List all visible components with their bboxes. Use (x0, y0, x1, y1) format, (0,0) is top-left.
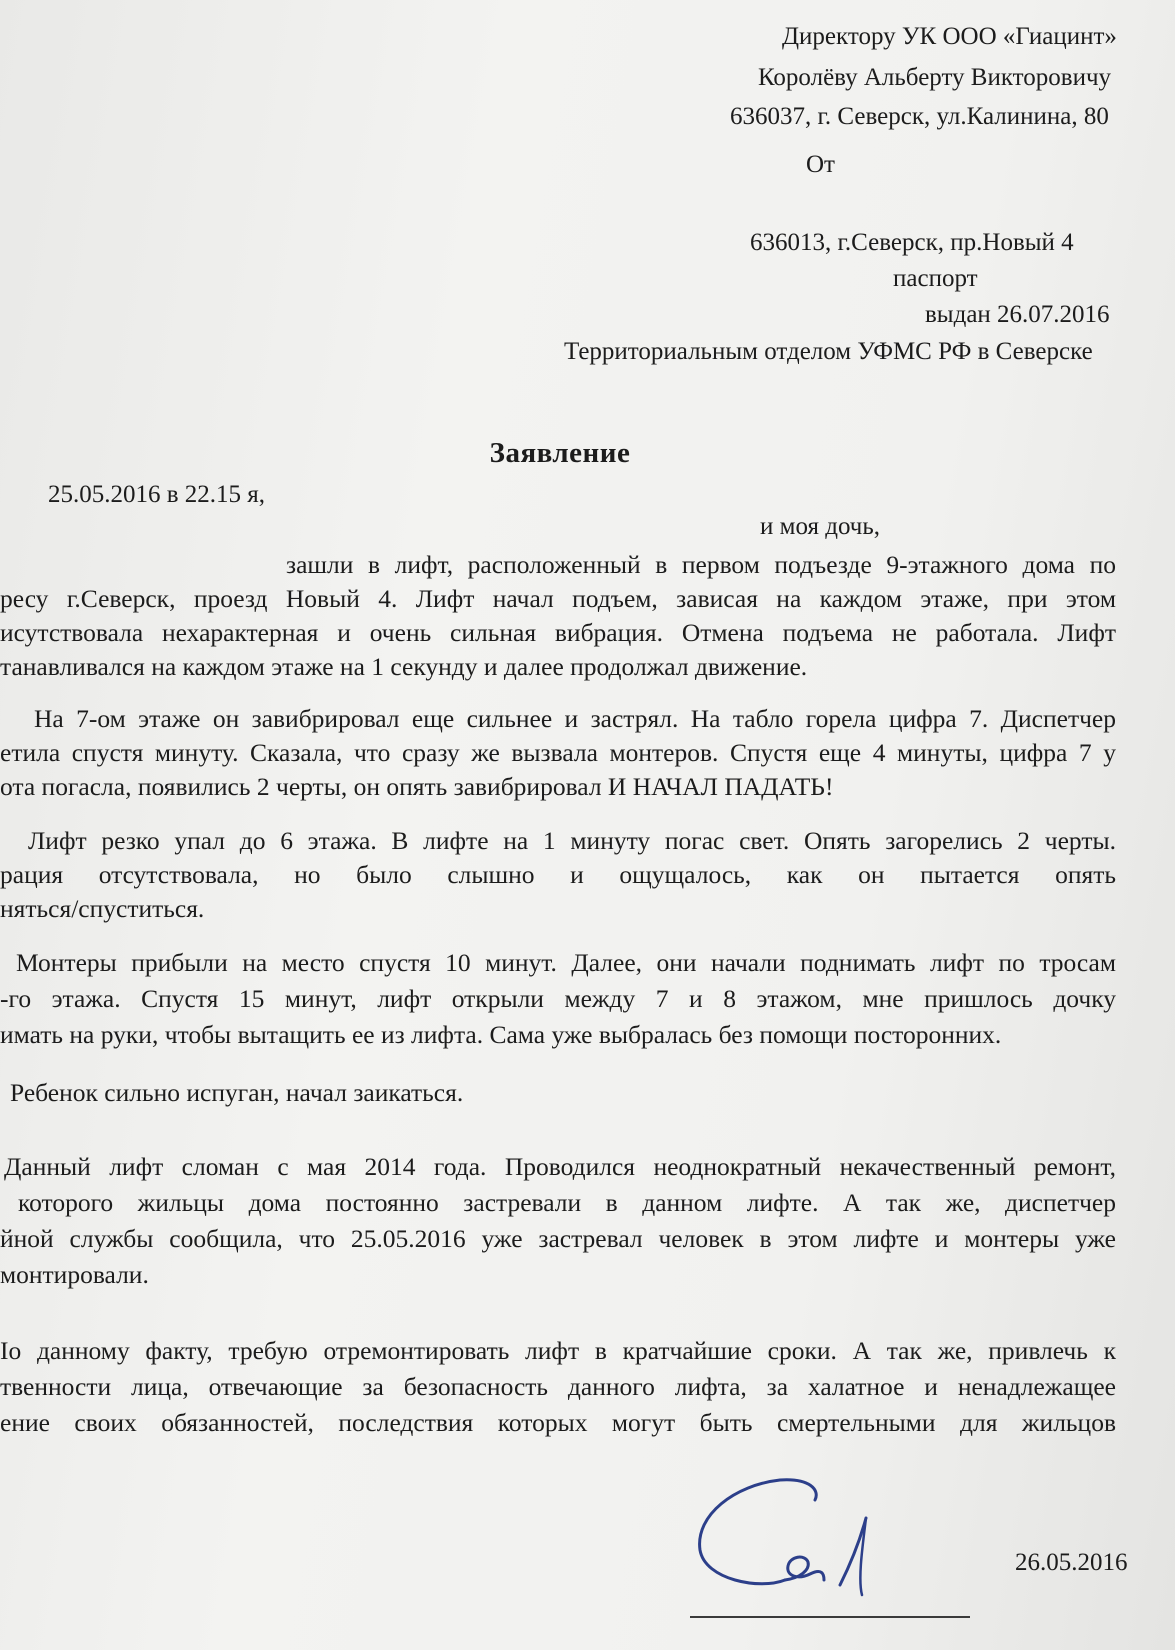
paragraph-6-line-2: которого жильцы дома постоянно застревали в данном лифте. А так же, диспетчер (18, 1188, 1116, 1217)
paragraph-3-line-2: рация отсутствовала, но было слышно и ощущалось, как он пытается опять (0, 860, 1116, 889)
paragraph-6-line-4: монтировали. (0, 1260, 149, 1289)
paragraph-2-line-1: На 7-ом этаже он завибрировал еще сильнее и застрял. На табло горела цифра 7. Диспетчер (34, 704, 1116, 733)
document-title: Заявление (489, 437, 631, 469)
paragraph-6-line-1: Данный лифт сломан с мая 2014 года. Проводился неоднократный некачественный ремонт, (4, 1152, 1116, 1181)
handwritten-signature (690, 1470, 950, 1630)
paragraph-1-line-3: исутствовала нехарактерная и очень сильная вибрация. Отмена подъема не работала. Лифт (0, 618, 1116, 647)
signature-line (690, 1616, 970, 1618)
intro-date-time: 25.05.2016 в 22.15 я, (48, 481, 266, 508)
addressee-line-1: Директору УК ООО «Гиацинт» (782, 23, 1117, 50)
paragraph-1-line-4: танавливался на каждом этаже на 1 секунду и далее продолжал движение. (0, 652, 808, 681)
paragraph-2-line-3: ота погасла, появились 2 черты, он опять завибрировал И НАЧАЛ ПАДАТЬ! (0, 772, 834, 801)
passport-issued-by: Территориальным отделом УФМС РФ в Северске (564, 338, 1093, 365)
paragraph-3-line-3: няться/спуститься. (0, 894, 205, 923)
paragraph-4-line-1: Монтеры прибыли на место спустя 10 минут. Далее, они начали поднимать лифт по тросам (16, 948, 1116, 977)
sender-address: 636013, г.Северск, пр.Новый 4 (750, 229, 1074, 256)
passport-label: паспорт (893, 265, 978, 292)
paragraph-1-line-1: зашли в лифт, расположенный в первом подъезде 9-этажного дома по (286, 550, 1116, 579)
paragraph-3-line-1: Лифт резко упал до 6 этажа. В лифте на 1 минуту погас свет. Опять загорелись 2 черты. (28, 826, 1116, 855)
paragraph-4-line-2: -го этажа. Спустя 15 минут, лифт открыли между 7 и 8 этажом, мне пришлось дочку (0, 984, 1116, 1013)
paragraph-5-line-1: Ребенок сильно испуган, начал заикаться. (10, 1078, 464, 1107)
passport-issued-date: выдан 26.07.2016 (925, 301, 1110, 328)
paragraph-7-line-2: твенности лица, отвечающие за безопасность данного лифта, за халатное и ненадлежащее (0, 1372, 1116, 1401)
intro-and-daughter: и моя дочь, (760, 513, 881, 540)
from-label: От (806, 151, 835, 178)
signature-date: 26.05.2016 (1015, 1549, 1128, 1576)
paragraph-1-line-2: ресу г.Северск, проезд Новый 4. Лифт начал подъем, зависая на каждом этаже, при этом (0, 584, 1116, 613)
addressee-line-3: 636037, г. Северск, ул.Калинина, 80 (730, 103, 1109, 130)
paragraph-7-line-1: Iо данному факту, требую отремонтировать лифт в кратчайшие сроки. А так же, привлечь к (0, 1336, 1116, 1365)
paragraph-4-line-3: имать на руки, чтобы вытащить ее из лифта. Сама уже выбралась без помощи посторонних. (0, 1020, 1002, 1049)
paragraph-6-line-3: йной службы сообщила, что 25.05.2016 уже застревал человек в этом лифте и монтеры уже (0, 1224, 1116, 1253)
paragraph-2-line-2: етила спустя минуту. Сказала, что сразу же вызвала монтеров. Спустя еще 4 минуты, цифра 7 у (0, 738, 1116, 767)
paragraph-7-line-3: ение своих обязанностей, последствия которых могут быть смертельными для жильцов (0, 1408, 1116, 1437)
addressee-line-2: Королёву Альберту Викторовичу (758, 64, 1112, 91)
